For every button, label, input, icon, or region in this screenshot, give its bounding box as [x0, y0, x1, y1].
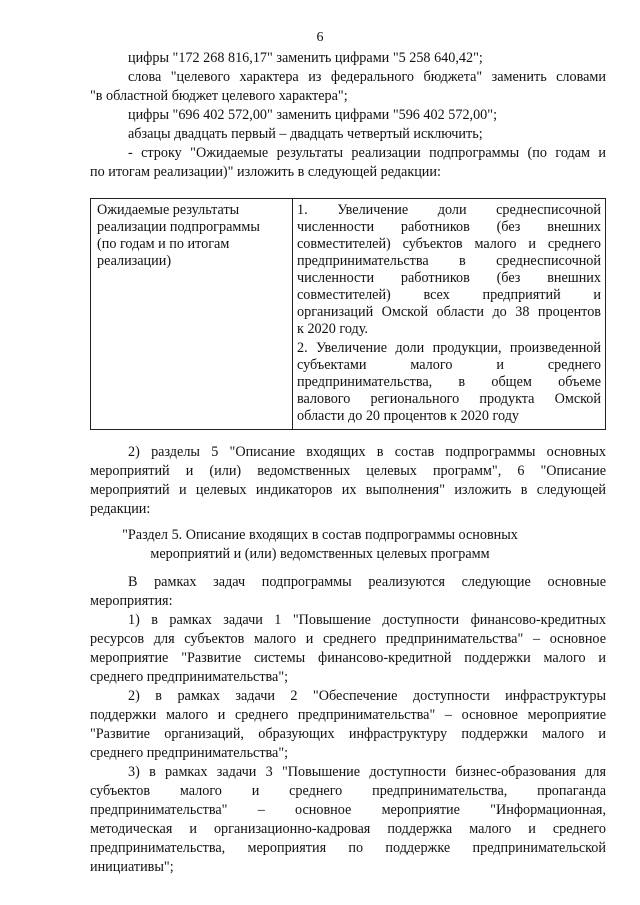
section-heading-line-2: мероприятий и (или) ведомственных целевых программ: [150, 546, 490, 562]
table-right-line-5: численности работников (без внешних: [297, 270, 601, 286]
body-line-3: 1) в рамках задачи 1 "Повышение доступности финансово-кредитных: [128, 612, 606, 628]
table-left-line-2: реализации подпрограммы: [97, 219, 260, 235]
intro-line-2: слова "целевого характера из федерального бюджета" заменить словами: [128, 69, 606, 85]
intro-line-3: "в областной бюджет целевого характера";: [90, 88, 348, 104]
table-left-line-1: Ожидаемые результаты: [97, 202, 240, 218]
para2-line-4: редакции:: [90, 501, 151, 517]
table-right-line-4: предпринимательства в среднесписочной: [297, 253, 601, 269]
body-line-6: среднего предпринимательства";: [90, 669, 289, 685]
table-right-line-2: численности работников (без внешних: [297, 219, 601, 235]
body-line-9: "Развитие организаций, образующих инфраструктуру поддержки малого и: [90, 726, 606, 742]
intro-line-6: - строку "Ожидаемые результаты реализации подпрограммы (по годам и: [128, 145, 606, 161]
table-divider: [292, 199, 293, 429]
body-line-4: ресурсов для субъектов малого и среднего предпринимательства" – основное: [90, 631, 606, 647]
para2-line-3: мероприятий и целевых индикаторов их выполнения" изложить в следующей: [90, 482, 606, 498]
body-line-7: 2) в рамках задачи 2 "Обеспечение доступности инфраструктуры: [128, 688, 606, 704]
body-line-11: 3) в рамках задачи 3 "Повышение доступности бизнес-образования для: [128, 764, 606, 780]
page-number: 6: [316, 30, 324, 45]
table-right-line-11: предпринимательства, в общем объеме: [297, 374, 601, 390]
intro-line-4: цифры "696 402 572,00" заменить цифрами "596 402 572,00";: [128, 107, 498, 123]
table-right-line-10: субъектами малого и среднего: [297, 357, 601, 373]
intro-line-7: по итогам реализации)" изложить в следующей редакции:: [90, 164, 441, 180]
body-line-13: предпринимательства" – основное мероприятие "Информационная,: [90, 802, 606, 818]
intro-line-1: цифры "172 268 816,17" заменить цифрами "5 258 640,42";: [128, 50, 483, 66]
section-heading-line-1: "Раздел 5. Описание входящих в состав подпрограммы основных: [122, 527, 518, 543]
body-line-16: инициативы";: [90, 859, 174, 875]
body-line-2: мероприятия:: [90, 593, 173, 609]
table-right-line-12: валового регионального продукта Омской: [297, 391, 601, 407]
body-line-5: мероприятие "Развитие системы финансово-кредитной поддержки малого и: [90, 650, 606, 666]
table-left-line-4: реализации): [97, 253, 172, 269]
body-line-10: среднего предпринимательства";: [90, 745, 289, 761]
body-line-8: поддержки малого и среднего предпринимательства" – основное мероприятие: [90, 707, 606, 723]
table-right-line-1: 1. Увеличение доли среднесписочной: [297, 202, 601, 218]
table-right-line-7: организаций Омской области до 38 процентов: [297, 304, 601, 320]
table-right-line-8: к 2020 году.: [297, 321, 368, 337]
intro-line-5: абзацы двадцать первый – двадцать четвертый исключить;: [128, 126, 483, 142]
para2-line-1: 2) разделы 5 "Описание входящих в состав подпрограммы основных: [128, 444, 606, 460]
para2-line-2: мероприятий и (или) ведомственных целевых программ", 6 "Описание: [90, 463, 606, 479]
table-right-line-9: 2. Увеличение доли продукции, произведенной: [297, 340, 601, 356]
body-line-1: В рамках задач подпрограммы реализуются следующие основные: [128, 574, 606, 590]
body-line-12: субъектов малого и среднего предпринимательства, пропаганда: [90, 783, 606, 799]
table-right-line-6: совместителей) всех предприятий и: [297, 287, 601, 303]
body-line-14: методическая и организационно-кадровая поддержка малого и среднего: [90, 821, 606, 837]
table-right-line-3: совместителей) субъектов малого и среднего: [297, 236, 601, 252]
body-line-15: предпринимательства, мероприятия по поддержке предпринимательской: [90, 840, 606, 856]
table-right-line-13: области до 20 процентов к 2020 году: [297, 408, 520, 424]
table-left-line-3: (по годам и по итогам: [97, 236, 230, 252]
results-table: [90, 198, 606, 430]
